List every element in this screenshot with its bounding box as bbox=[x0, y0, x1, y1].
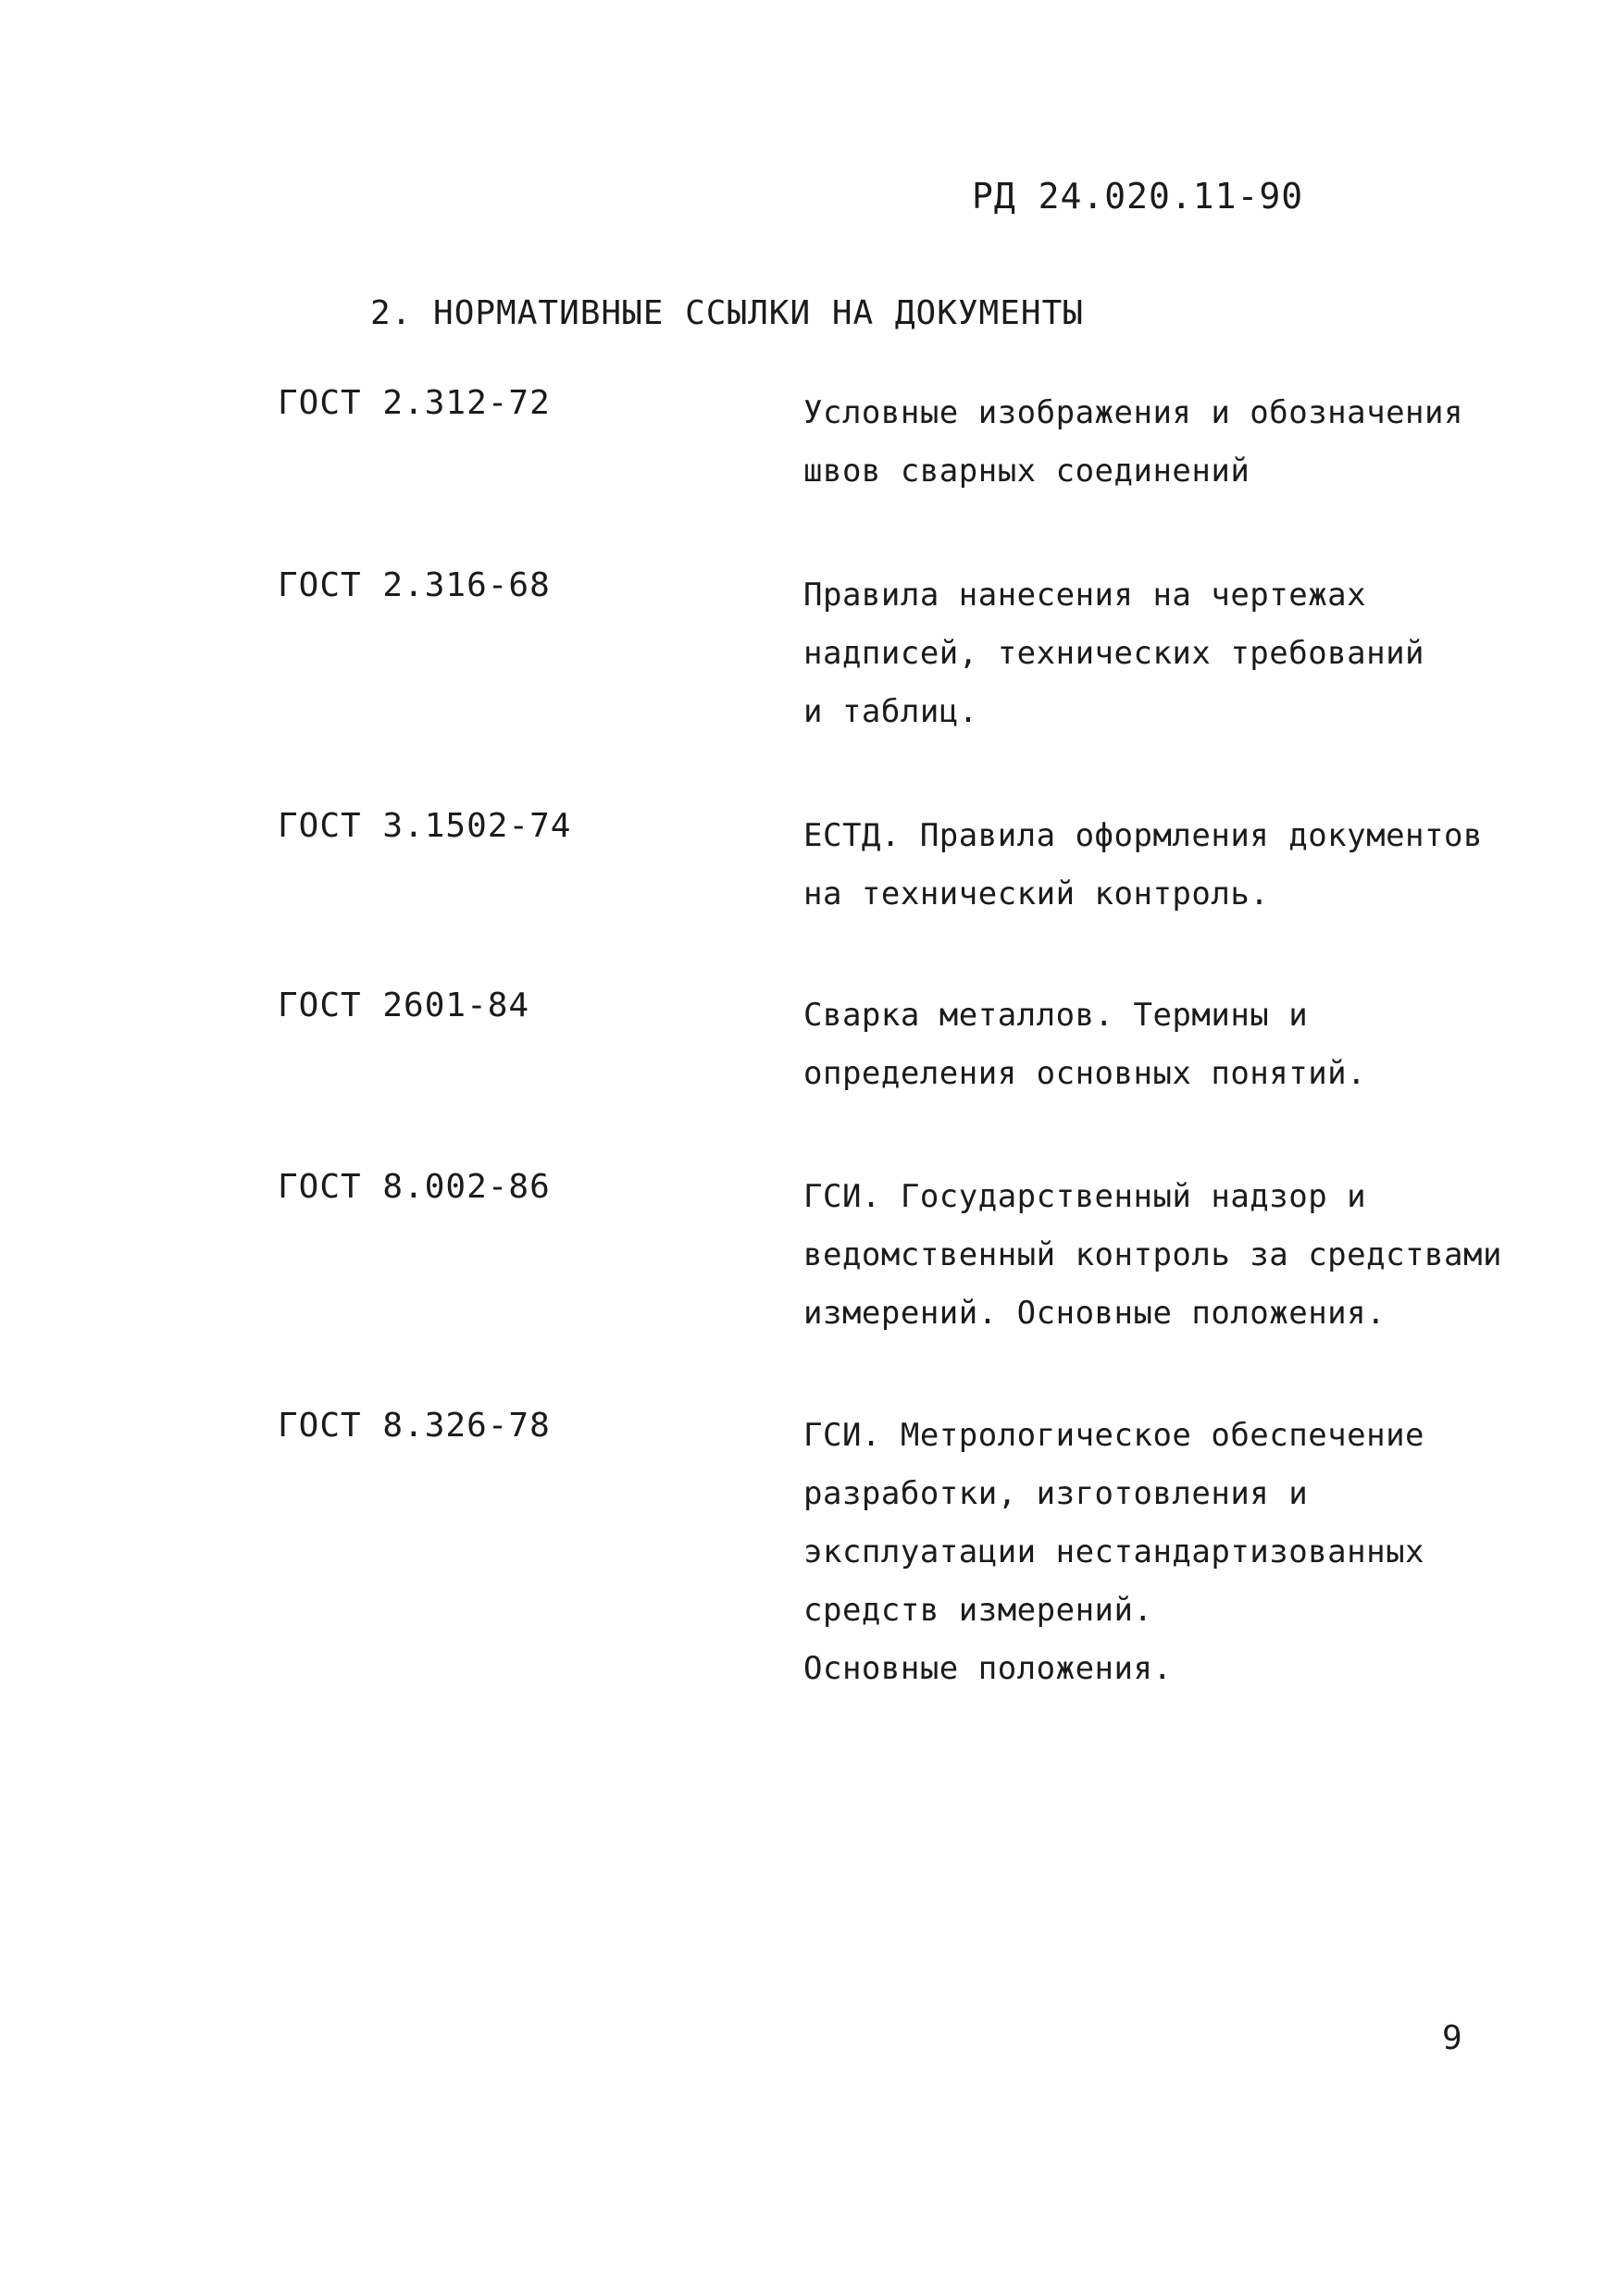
reference-description bbox=[803, 566, 1507, 741]
reference-code: ГОСТ 8.002-86 bbox=[278, 1168, 551, 1206]
section-title: 2. НОРМАТИВНЫЕ ССЫЛКИ НА ДОКУМЕНТЫ bbox=[370, 294, 1084, 332]
reference-description-line: ГСИ. Государственный надзор и bbox=[803, 1178, 1367, 1215]
reference-description-line: эксплуатации нестандартизованных bbox=[803, 1533, 1425, 1570]
reference-code: ГОСТ 3.1502-74 bbox=[278, 807, 572, 845]
reference-code: ГОСТ 8.326-78 bbox=[278, 1407, 551, 1445]
reference-description-line: ГСИ. Метрологическое обеспечение bbox=[803, 1417, 1425, 1454]
page-number: 9 bbox=[1442, 2019, 1462, 2057]
reference-description-line: Сварка металлов. Термины и bbox=[803, 997, 1309, 1034]
reference-code: ГОСТ 2.316-68 bbox=[278, 566, 551, 604]
reference-description-line: средств измерений. bbox=[803, 1592, 1153, 1629]
reference-description bbox=[803, 1168, 1507, 1343]
reference-description bbox=[803, 384, 1507, 501]
reference-code: ГОСТ 2.312-72 bbox=[278, 384, 551, 422]
reference-description bbox=[803, 1407, 1507, 1698]
reference-description-line: на технический контроль. bbox=[803, 875, 1270, 912]
reference-description-line: Основные положения. bbox=[803, 1650, 1173, 1687]
reference-description-line: ведомственный контроль за средствами bbox=[803, 1236, 1502, 1273]
reference-description bbox=[803, 987, 1507, 1103]
reference-description-line: и таблиц. bbox=[803, 693, 978, 730]
reference-description-line: швов сварных соединений bbox=[803, 453, 1250, 490]
reference-description-line: Условные изображения и обозначения bbox=[803, 394, 1463, 431]
reference-description-line: надписей, технических требований bbox=[803, 635, 1425, 672]
reference-description-line: разработки, изготовления и bbox=[803, 1475, 1309, 1512]
reference-description-line: Правила нанесения на чертежах bbox=[803, 577, 1367, 614]
reference-description bbox=[803, 807, 1507, 924]
reference-description-line: измерений. Основные положения. bbox=[803, 1295, 1387, 1332]
reference-code: ГОСТ 2601-84 bbox=[278, 987, 530, 1024]
reference-description-line: определения основных понятий. bbox=[803, 1055, 1367, 1092]
document-code: РД 24.020.11-90 bbox=[972, 176, 1304, 217]
reference-description-line: ЕСТД. Правила оформления документов bbox=[803, 817, 1483, 854]
